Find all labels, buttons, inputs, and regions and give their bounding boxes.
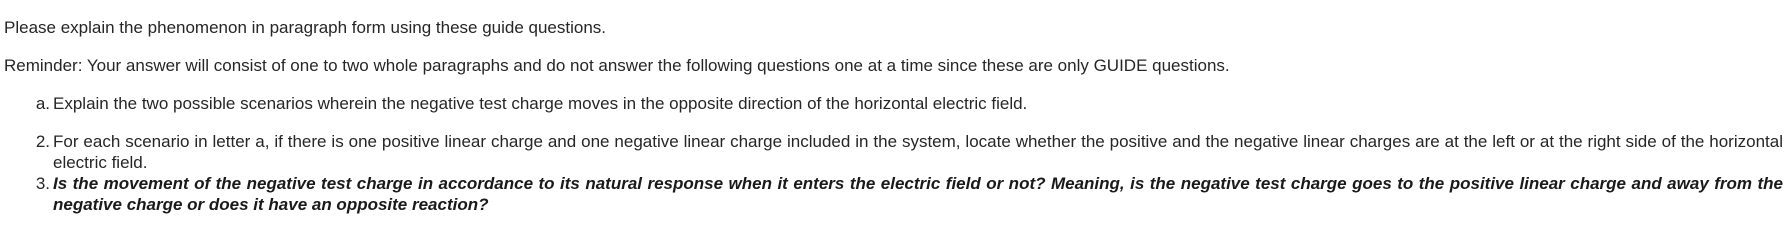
intro-paragraph: Please explain the phenomenon in paragraph form using these guide questions. — [4, 18, 607, 37]
list-marker: a. — [35, 94, 50, 113]
reminder-paragraph: Reminder: Your answer will consist of one to two whole paragraphs and do not answer the following questions one at a time since these are only GUIDE questions. — [4, 56, 1230, 75]
question-text: For each scenario in letter a, if there is one positive linear charge and one negative linear charge included in the system, locate whether the positive and the negative linear charges are at the left or at the right side of the horizontal electric field. — [53, 132, 1783, 172]
question-text-emphasized: Is the movement of the negative test charge in accordance to its natural response when it enters the electric field or not? Meaning, is the negative test charge goes to the positive linear charge and away from the negative charge or does it have an opposite reaction? — [53, 174, 1783, 214]
list-marker: 3. — [35, 174, 50, 193]
list-marker: 2. — [35, 132, 50, 151]
question-text: Explain the two possible scenarios wherein the negative test charge moves in the opposite direction of the horizontal electric field. — [53, 94, 1028, 113]
